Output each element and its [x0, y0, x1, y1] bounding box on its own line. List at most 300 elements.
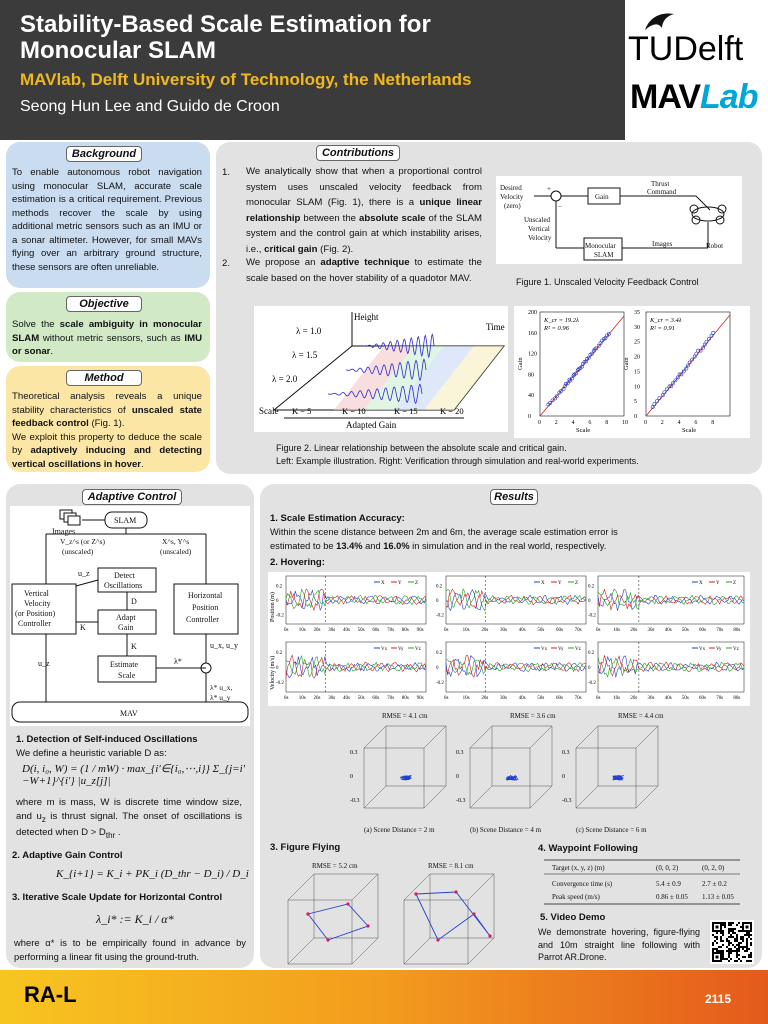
waypoint-marker	[326, 938, 329, 941]
qr-module	[730, 950, 732, 952]
qr-module	[736, 936, 738, 938]
y-tick-label: 0	[436, 599, 439, 604]
svg-text:K: K	[131, 642, 137, 651]
qr-module	[730, 936, 732, 938]
x-tick-label: 90s	[416, 696, 424, 701]
svg-text:(unscaled): (unscaled)	[62, 547, 94, 556]
table-cell: 1.13 ± 0.05	[702, 893, 734, 901]
qr-module	[750, 938, 752, 940]
subplot-frame	[286, 576, 426, 624]
qr-module	[740, 938, 742, 940]
table-cell: 5.4 ± 0.9	[656, 880, 681, 888]
x-tick-label: 20s	[481, 696, 489, 701]
svg-text:Position (m): Position (m)	[270, 592, 276, 622]
y-tick-label: -0.2	[588, 613, 596, 619]
svg-text:λ* u_y: λ* u_y	[210, 693, 231, 702]
qr-module	[738, 946, 740, 948]
x-tick-label: 50s	[681, 628, 689, 633]
svg-text:Scale: Scale	[259, 406, 279, 416]
qr-module	[738, 954, 740, 956]
qr-module	[732, 928, 734, 930]
qr-module	[722, 950, 724, 952]
qr-module	[720, 932, 722, 934]
qr-module	[746, 944, 748, 946]
qr-module	[734, 960, 736, 962]
qr-module	[728, 922, 730, 924]
svg-text:(c) Scene Distance = 6 m: (c) Scene Distance = 6 m	[576, 826, 647, 834]
qr-module	[738, 948, 740, 950]
svg-text:RMSE = 5.2 cm: RMSE = 5.2 cm	[312, 862, 358, 870]
y-tick-label: 120	[528, 351, 537, 358]
qr-module	[736, 940, 738, 942]
qr-module	[740, 930, 742, 932]
results-sec2-title: 2. Hovering:	[270, 557, 325, 568]
cube-edge	[468, 938, 494, 964]
qr-module	[746, 940, 748, 942]
qr-module	[720, 946, 722, 948]
y-tick-label: 0.2	[436, 584, 443, 590]
waypoint-marker	[488, 934, 491, 937]
svg-text:Thrust: Thrust	[651, 180, 670, 188]
y-tick-label: -0.2	[276, 613, 284, 619]
y-tick-label: 0	[436, 666, 439, 671]
y-tick-label: 30	[634, 324, 640, 331]
y-tick-label: 0.2	[436, 651, 443, 656]
qr-module	[750, 956, 752, 958]
qr-module	[730, 922, 732, 924]
figure2-caption-line1: Figure 2. Linear relationship between the absolute scale and critical gain.	[276, 443, 567, 453]
figure1-block-diagram	[496, 176, 742, 264]
legend-label: Vz	[575, 647, 581, 652]
contrib-item2: We propose an adaptive technique to estimate the scale based on the hover stability of a quadotor MAV.	[246, 257, 483, 284]
x-axis-label: Scale	[682, 427, 697, 434]
qr-module	[712, 948, 714, 950]
figure2-scatter-plots	[514, 306, 750, 438]
svg-text:Vertical: Vertical	[528, 225, 550, 233]
qr-module	[726, 958, 728, 960]
qr-module	[736, 954, 738, 956]
x-tick-label: 60s	[699, 628, 707, 633]
svg-text:Robot: Robot	[706, 242, 724, 250]
waypoint-marker	[346, 902, 349, 905]
z-tick-label: 0	[562, 774, 565, 780]
qr-module	[740, 946, 742, 948]
qr-module	[748, 956, 750, 958]
qr-module	[750, 934, 752, 936]
x-tick-label: 50s	[357, 628, 365, 633]
y-tick-label: 0	[528, 414, 531, 420]
qr-module	[718, 950, 720, 952]
legend-label: Y	[558, 581, 562, 586]
qr-module	[738, 944, 740, 946]
x-tick-label: 30s	[328, 696, 336, 701]
y-tick-label: 200	[528, 310, 537, 316]
results-sec4-title: 4. Waypoint Following	[538, 843, 638, 854]
trajectory	[613, 776, 624, 781]
qr-module	[722, 934, 724, 936]
y-tick-label: 80	[528, 372, 534, 379]
x-tick-label: 6	[588, 420, 592, 426]
x-tick-label: 10s	[613, 696, 621, 701]
svg-text:Vertical: Vertical	[24, 589, 49, 598]
svg-text:λ* u_x,: λ* u_x,	[210, 683, 233, 692]
svg-text:RMSE = 8.1 cm: RMSE = 8.1 cm	[428, 862, 474, 870]
cube-edge	[352, 874, 378, 900]
r-squared: R² = 0.96	[544, 325, 569, 332]
x-tick-label: 80s	[733, 696, 741, 701]
qr-module	[730, 952, 732, 954]
method-text: Theoretical analysis reveals a unique stability characteristics of unscaled state feedback control (Fig. 1). We exploit this property to deduce the scale by adaptively inducing and detecting vertical oscillations in hover.	[12, 391, 202, 470]
x-tick-label: 70s	[716, 628, 724, 633]
qr-finder	[746, 926, 749, 929]
contributions-title: Contributions	[316, 145, 400, 161]
qr-module	[730, 958, 732, 960]
qr-module	[716, 932, 718, 934]
qr-module	[732, 930, 734, 932]
x-tick-label: 10s	[298, 628, 306, 633]
svg-text:SLAM: SLAM	[594, 251, 614, 259]
y-tick-label: 0.2	[276, 651, 283, 656]
x-tick-label: 0s	[444, 696, 449, 701]
x-tick-label: 40s	[342, 628, 350, 633]
qr-module	[728, 950, 730, 952]
x-tick-label: 4	[571, 420, 575, 426]
poster-title: Stability-Based Scale Estimation for Monocular SLAM	[20, 11, 431, 64]
svg-text:λ*: λ*	[174, 657, 182, 666]
y-axis-label: Gain	[623, 357, 630, 370]
qr-module	[738, 922, 740, 924]
y-tick-label: 35	[634, 310, 640, 316]
qr-module	[746, 950, 748, 952]
x-tick-label: 0s	[596, 696, 601, 701]
flight-path	[416, 892, 490, 940]
qr-module	[722, 930, 724, 932]
svg-text:Scale: Scale	[118, 671, 136, 680]
legend-label: Vy	[398, 647, 404, 652]
qr-module	[724, 926, 726, 928]
figure2-caption-line2: Left: Example illustration. Right: Verification through simulation and real-world experiments.	[276, 456, 639, 466]
hover-3d-plots	[350, 708, 730, 838]
svg-text:K = 15: K = 15	[394, 406, 418, 416]
x-tick-label: 20s	[481, 628, 489, 633]
x-tick-label: 60s	[372, 696, 380, 701]
x-tick-label: 60s	[556, 696, 563, 701]
waypoint-marker	[414, 892, 417, 895]
qr-module	[742, 936, 744, 938]
qr-module	[744, 950, 746, 952]
qr-module	[728, 956, 730, 958]
qr-module	[746, 946, 748, 948]
qr-module	[724, 922, 726, 924]
figure-flying-plots	[268, 860, 524, 966]
legend-label: Y	[716, 581, 720, 586]
x-tick-label: 40s	[518, 628, 526, 633]
qr-module	[740, 960, 742, 962]
qr-module	[734, 940, 736, 942]
x-tick-label: 20s	[313, 696, 321, 701]
x-tick-label: 60s	[556, 628, 563, 633]
affiliation: MAVlab, Delft University of Technology, the Netherlands	[20, 70, 472, 89]
qr-module	[750, 944, 752, 946]
qr-module	[742, 938, 744, 940]
svg-text:Estimate: Estimate	[110, 660, 138, 669]
x-tick-label: 8	[605, 420, 609, 426]
svg-text:Horizontal: Horizontal	[188, 591, 223, 600]
waypoint-marker	[454, 890, 457, 893]
contrib-item1: We analytically show that when a proportional control system uses unscaled velocity feedback from monocular SLAM (Fig. 1), there is a unique linear relationship between the absolute scale of the SLAM system and the control gain at which instability arises, i.e., critical gain (Fig. 2).	[246, 166, 482, 255]
x-tick-label: 60s	[699, 696, 707, 701]
qr-module	[716, 942, 718, 944]
x-tick-label: 60s	[372, 628, 380, 633]
qr-module	[740, 942, 742, 944]
qr-module	[728, 942, 730, 944]
qr-module	[748, 948, 750, 950]
x-tick-label: 80s	[401, 696, 409, 701]
legend-label: Vz	[415, 647, 421, 652]
qr-module	[712, 942, 714, 944]
legend-label: Z	[575, 581, 579, 586]
qr-module	[722, 954, 724, 956]
x-tick-label: 30s	[647, 696, 655, 701]
svg-text:Adapt: Adapt	[116, 613, 136, 622]
qr-module	[742, 940, 744, 942]
y-tick-label: 0.2	[588, 584, 595, 590]
qr-module	[720, 940, 722, 942]
qr-module	[728, 930, 730, 932]
qr-module	[734, 928, 736, 930]
qr-module	[722, 952, 724, 954]
x-tick-label: 0	[538, 420, 541, 426]
qr-module	[714, 940, 716, 942]
qr-module	[720, 950, 722, 952]
y-tick-label: -0.2	[436, 613, 444, 619]
qr-module	[732, 932, 734, 934]
qr-module	[740, 926, 742, 928]
objective-text: Solve the scale ambiguity in monocular SLAM without metric sensors, such as IMU or sonar.	[12, 319, 202, 357]
svg-text:−: −	[558, 203, 562, 211]
y-tick-label: 0	[276, 666, 279, 671]
table-header: (0, 2, 0)	[702, 864, 725, 872]
qr-module	[726, 938, 728, 940]
qr-module	[744, 946, 746, 948]
qr-module	[712, 944, 714, 946]
waypoint-table	[544, 858, 744, 908]
adaptive-control-title: Adaptive Control	[82, 489, 182, 505]
svg-text:Images: Images	[52, 527, 76, 536]
formula-gain: K_{i+1} = K_i + PK_i (D_thr − D_i) / D_i	[56, 868, 249, 880]
qr-module	[716, 936, 718, 938]
x-tick-label: 2	[554, 420, 558, 426]
y-tick-label: 5	[634, 399, 637, 406]
y-tick-label: 40	[528, 393, 534, 400]
svg-text:(zero): (zero)	[504, 202, 521, 210]
svg-text:Gain: Gain	[595, 193, 609, 201]
z-tick-label: 0.3	[456, 750, 464, 756]
svg-text:K: K	[80, 623, 86, 632]
adaptive-sec1-text2: where m is mass, W is discrete time window size, and $u_z$ is thrust signal. The onset of oscillations is detected when $D > D_{thr}$ .	[16, 797, 242, 840]
qr-module	[746, 942, 748, 944]
x-tick-label: 70s	[387, 628, 395, 633]
svg-text:(unscaled): (unscaled)	[160, 547, 192, 556]
x-tick-label: 0s	[444, 628, 449, 633]
svg-text:(b) Scene Distance = 4 m: (b) Scene Distance = 4 m	[470, 826, 542, 834]
x-tick-label: 20s	[313, 628, 321, 633]
qr-module	[732, 944, 734, 946]
qr-module	[730, 948, 732, 950]
z-tick-label: 0	[350, 774, 353, 780]
qr-module	[736, 950, 738, 952]
x-tick-label: 40s	[664, 696, 672, 701]
svg-text:D: D	[131, 597, 137, 606]
background-title: Background	[66, 146, 142, 162]
adaptive-sec1-title: 1. Detection of Self-induced Oscillations	[16, 734, 198, 745]
qr-module	[732, 936, 734, 938]
y-tick-label: 10	[634, 384, 640, 391]
svg-text:Controller: Controller	[186, 615, 219, 624]
svg-text:K = 10: K = 10	[342, 406, 366, 416]
legend-label: Vx	[541, 647, 548, 652]
svg-text:Gain: Gain	[118, 623, 134, 632]
objective-title: Objective	[66, 296, 142, 312]
x-tick-label: 30s	[647, 628, 655, 633]
qr-module	[728, 936, 730, 938]
qr-module	[730, 942, 732, 944]
y-tick-label: 0	[276, 599, 279, 604]
qr-module	[728, 924, 730, 926]
y-axis-label: Gain	[517, 357, 524, 370]
x-tick-label: 0s	[596, 628, 601, 633]
legend-label: Vz	[733, 647, 739, 652]
x-tick-label: 10	[622, 420, 628, 426]
qr-module	[728, 960, 730, 962]
svg-text:Velocity: Velocity	[24, 599, 51, 608]
qr-module	[738, 950, 740, 952]
x-tick-label: 10s	[298, 696, 306, 701]
x-tick-label: 50s	[537, 628, 545, 633]
svg-text:(or Position): (or Position)	[15, 609, 56, 618]
figure1-caption: Figure 1. Unscaled Velocity Feedback Control	[516, 277, 699, 287]
qr-module	[736, 938, 738, 940]
table-header: (0, 0, 2)	[656, 864, 679, 872]
qr-module	[730, 930, 732, 932]
qr-module	[736, 924, 738, 926]
y-tick-label: 15	[634, 369, 640, 376]
qr-module	[738, 942, 740, 944]
qr-module	[736, 934, 738, 936]
qr-module	[736, 944, 738, 946]
svg-text:SLAM: SLAM	[114, 516, 137, 525]
legend-label: Vx	[381, 647, 388, 652]
qr-module	[740, 936, 742, 938]
table-cell: Convergence time (s)	[552, 880, 613, 888]
legend-label: Y	[398, 581, 402, 586]
svg-text:Height: Height	[354, 312, 379, 322]
table-cell: Peak speed (m/s)	[552, 893, 600, 901]
svg-text:+: +	[547, 185, 551, 193]
x-tick-label: 2	[660, 420, 664, 426]
qr-module	[722, 944, 724, 946]
qr-module	[724, 958, 726, 960]
qr-module	[750, 952, 752, 954]
z-tick-label: 0.3	[350, 750, 358, 756]
waypoint-marker	[472, 912, 475, 915]
qr-finder	[716, 956, 719, 959]
x-tick-label: 50s	[681, 696, 689, 701]
figure2-illustration	[254, 306, 508, 432]
adaptive-sec3-title: 3. Iterative Scale Update for Horizontal Control	[12, 892, 223, 903]
qr-module	[728, 944, 730, 946]
tudelft-logo: TUDelft	[628, 30, 744, 68]
cube-edge	[404, 938, 430, 964]
qr-finder	[716, 926, 719, 929]
legend-label: Vx	[699, 647, 706, 652]
qr-module	[746, 932, 748, 934]
x-tick-label: 40s	[342, 696, 350, 701]
y-tick-label: 25	[634, 339, 640, 346]
qr-module	[712, 950, 714, 952]
y-tick-label: 20	[634, 354, 640, 361]
footer-bar	[0, 970, 768, 1024]
svg-text:MAV: MAV	[120, 709, 138, 718]
x-tick-label: 80s	[733, 628, 741, 633]
qr-code-icon[interactable]	[710, 920, 754, 964]
legend-label: X	[699, 581, 703, 586]
svg-text:Desired: Desired	[500, 184, 522, 192]
qr-module	[750, 954, 752, 956]
table-cell: 2.7 ± 0.2	[702, 880, 727, 888]
adaptive-sec3-text: where α* is to be empirically found in advance by performing a linear fit using the ground-truth.	[14, 937, 246, 962]
r-squared: R² = 0.91	[650, 325, 675, 332]
cube-edge	[352, 938, 378, 964]
svg-text:λ = 1.0: λ = 1.0	[296, 326, 322, 336]
waypoint-marker	[306, 912, 309, 915]
qr-module	[728, 928, 730, 930]
svg-text:u_z: u_z	[78, 569, 90, 578]
table-header: Target (x, y, z) (m)	[552, 864, 605, 872]
waypoint-marker	[436, 938, 439, 941]
cube-edge	[288, 874, 314, 900]
qr-module	[716, 938, 718, 940]
x-tick-label: 70s	[574, 696, 582, 701]
x-tick-label: 30s	[500, 628, 507, 633]
qr-module	[728, 932, 730, 934]
z-tick-label: 0.3	[562, 750, 570, 756]
x-tick-label: 6	[694, 420, 698, 426]
qr-module	[728, 954, 730, 956]
y-tick-label: 0	[588, 666, 591, 671]
hovering-time-series	[268, 572, 750, 706]
qr-module	[748, 960, 750, 962]
svg-text:K = 5: K = 5	[292, 406, 312, 416]
cube-edge	[288, 938, 314, 964]
qr-module	[724, 924, 726, 926]
qr-module	[714, 948, 716, 950]
x-tick-label: 30s	[500, 696, 507, 701]
contrib-item1-num: 1.	[222, 167, 231, 178]
svg-text:Velocity (m/s): Velocity (m/s)	[270, 655, 276, 690]
x-tick-label: 90s	[416, 628, 424, 633]
mavlab-logo: MAVLab	[630, 78, 758, 116]
qr-module	[748, 934, 750, 936]
qr-module	[722, 956, 724, 958]
qr-module	[742, 946, 744, 948]
svg-text:Oscillations: Oscillations	[104, 581, 143, 590]
x-tick-label: 70s	[387, 696, 395, 701]
z-tick-label: 0	[456, 774, 459, 780]
x-tick-label: 40s	[518, 696, 526, 701]
qr-module	[734, 946, 736, 948]
results-sec3-title: 3. Figure Flying	[270, 842, 341, 853]
